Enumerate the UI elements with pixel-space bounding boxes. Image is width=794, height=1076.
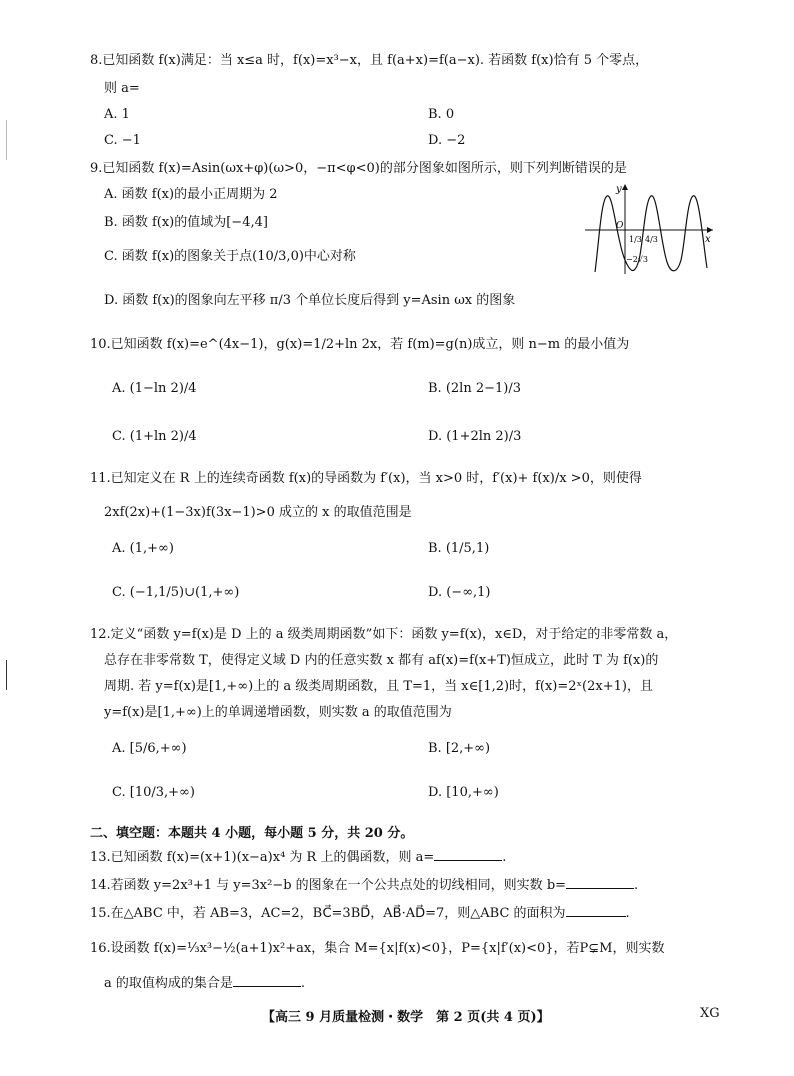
q9-option-a[interactable]: A. 函数 f(x)的最小正周期为 2 — [104, 187, 278, 202]
q8-option-d[interactable]: D. −2 — [428, 133, 466, 148]
binding-mark — [6, 120, 7, 160]
section-fill-heading: 二、填空题：本题共 4 小题，每小题 5 分，共 20 分。 — [90, 826, 414, 841]
q12-stem-line4: y=f(x)是[1,+∞)上的单调递增函数，则实数 a 的取值范围为 — [104, 705, 452, 720]
q12-option-b[interactable]: B. [2,+∞) — [428, 741, 491, 756]
q10-stem: 10.已知函数 f(x)=e^(4x−1)，g(x)=1/2+ln 2x，若 f(m)=g(n)成立，则 n−m 的最小值为 — [90, 337, 630, 352]
q8-option-a[interactable]: A. 1 — [104, 107, 130, 122]
q14-stem: 14.若函数 y=2x³+1 与 y=3x²−b 的图象在一个公共点处的切线相同，则实数 b= — [90, 878, 567, 893]
q11-option-d[interactable]: D. (−∞,1) — [428, 585, 491, 600]
q14-line — [90, 876, 638, 895]
q11-stem-line1: 11.已知定义在 R 上的连续奇函数 f(x)的导函数为 f′(x)，当 x>0 时，f′(x)+ f(x)/x >0，则使得 — [90, 471, 642, 486]
y-axis-arrow-icon — [622, 184, 628, 190]
q10-option-a[interactable]: A. (1−ln 2)/4 — [112, 381, 197, 396]
q16-end2: . — [300, 976, 306, 991]
q14-end: . — [634, 878, 639, 893]
q12-option-a[interactable]: A. [5/6,+∞) — [112, 741, 187, 756]
graph-y-label: y — [616, 184, 622, 195]
graph-x-label: x — [705, 234, 711, 245]
graph-min-label: −2√3 — [626, 255, 648, 264]
q14-answer-blank[interactable] — [566, 876, 634, 889]
q10-option-b[interactable]: B. (2ln 2−1)/3 — [428, 381, 521, 396]
page-footer: 【高三 9 月质量检测・数学 第 2 页(共 4 页)】 — [262, 1010, 550, 1025]
q15-line — [90, 904, 630, 923]
x-axis-arrow-icon — [707, 227, 713, 233]
q11-stem-line2: 2xf(2x)+(1−3x)f(3x−1)>0 成立的 x 的取值范围是 — [104, 505, 412, 520]
graph-tick-1: 1/3 — [629, 235, 642, 244]
q15-stem: 15.在△ABC 中，若 AB=3，AC=2，BC⃗=3BD⃗，AB⃗·AD⃗=7，则△ABC 的面积为 — [90, 906, 566, 921]
q13-line — [90, 848, 506, 867]
q11-option-a[interactable]: A. (1,+∞) — [112, 541, 174, 556]
q12-option-c[interactable]: C. [10/3,+∞) — [112, 785, 195, 800]
q10-option-c[interactable]: C. (1+ln 2)/4 — [112, 429, 197, 444]
graph-origin-label: O — [616, 221, 624, 231]
q16-line1 — [90, 940, 664, 958]
binding-mark — [6, 660, 7, 690]
q11-option-b[interactable]: B. (1/5,1) — [428, 541, 490, 556]
q9-option-b[interactable]: B. 函数 f(x)的值域为[−4,4] — [104, 215, 268, 230]
sine-graph-figure — [585, 182, 715, 277]
paper-code: XG — [700, 1006, 720, 1021]
q12-option-d[interactable]: D. [10,+∞) — [428, 785, 499, 800]
q16-answer-blank[interactable] — [233, 974, 301, 987]
q8-option-c[interactable]: C. −1 — [104, 133, 141, 148]
q16-stem: 16.设函数 f(x)=⅓x³−½(a+1)x²+ax，集合 M={x|f(x)<0}，P={x|f′(x)<0}，若P⊊M，则实数 — [90, 941, 665, 956]
q12-stem-line3: 周期. 若 y=f(x)是[1,+∞)上的 a 级类周期函数，且 T=1，当 x∈[1,2)时，f(x)=2ˣ(2x+1)，且 — [104, 679, 653, 694]
q15-end: . — [625, 906, 630, 921]
q12-stem-line1: 12.定义“函数 y=f(x)是 D 上的 a 级类周期函数”如下：函数 y=f(x)，x∈D，对于给定的非零常数 a， — [90, 627, 678, 642]
q8-stem-line2: 则 a= — [104, 81, 140, 96]
q12-stem-line2: 总存在非零常数 T，使得定义域 D 内的任意实数 x 都有 af(x)=f(x+T)恒成立，此时 T 为 f(x)的 — [104, 653, 659, 668]
q16-line2 — [104, 974, 305, 993]
q13-stem: 13.已知函数 f(x)=(x+1)(x−a)x⁴ 为 R 上的偶函数，则 a= — [90, 850, 435, 865]
q8-option-b[interactable]: B. 0 — [428, 107, 455, 122]
q13-end: . — [502, 850, 507, 865]
q16-stem-cont: a 的取值构成的集合是 — [104, 976, 233, 991]
q9-option-c[interactable]: C. 函数 f(x)的图象关于点(10/3,0)中心对称 — [104, 249, 356, 264]
q8-stem-line1: 8.已知函数 f(x)满足：当 x≤a 时，f(x)=x³−x，且 f(a+x)=f(a−x). 若函数 f(x)恰有 5 个零点， — [90, 53, 649, 68]
q11-option-c[interactable]: C. (−1,1/5)∪(1,+∞) — [112, 585, 240, 600]
q9-option-d[interactable]: D. 函数 f(x)的图象向左平移 π/3 个单位长度后得到 y=Asin ωx 的图象 — [104, 293, 516, 308]
sine-curve — [595, 196, 707, 272]
q15-answer-blank[interactable] — [566, 904, 626, 917]
q10-option-d[interactable]: D. (1+2ln 2)/3 — [428, 429, 522, 444]
q13-answer-blank[interactable] — [434, 848, 502, 861]
graph-tick-2: 4/3 — [645, 235, 658, 244]
q9-stem: 9.已知函数 f(x)=Asin(ωx+φ)(ω>0，−π<φ<0)的部分图象如图所示，则下列判断错误的是 — [90, 161, 627, 176]
